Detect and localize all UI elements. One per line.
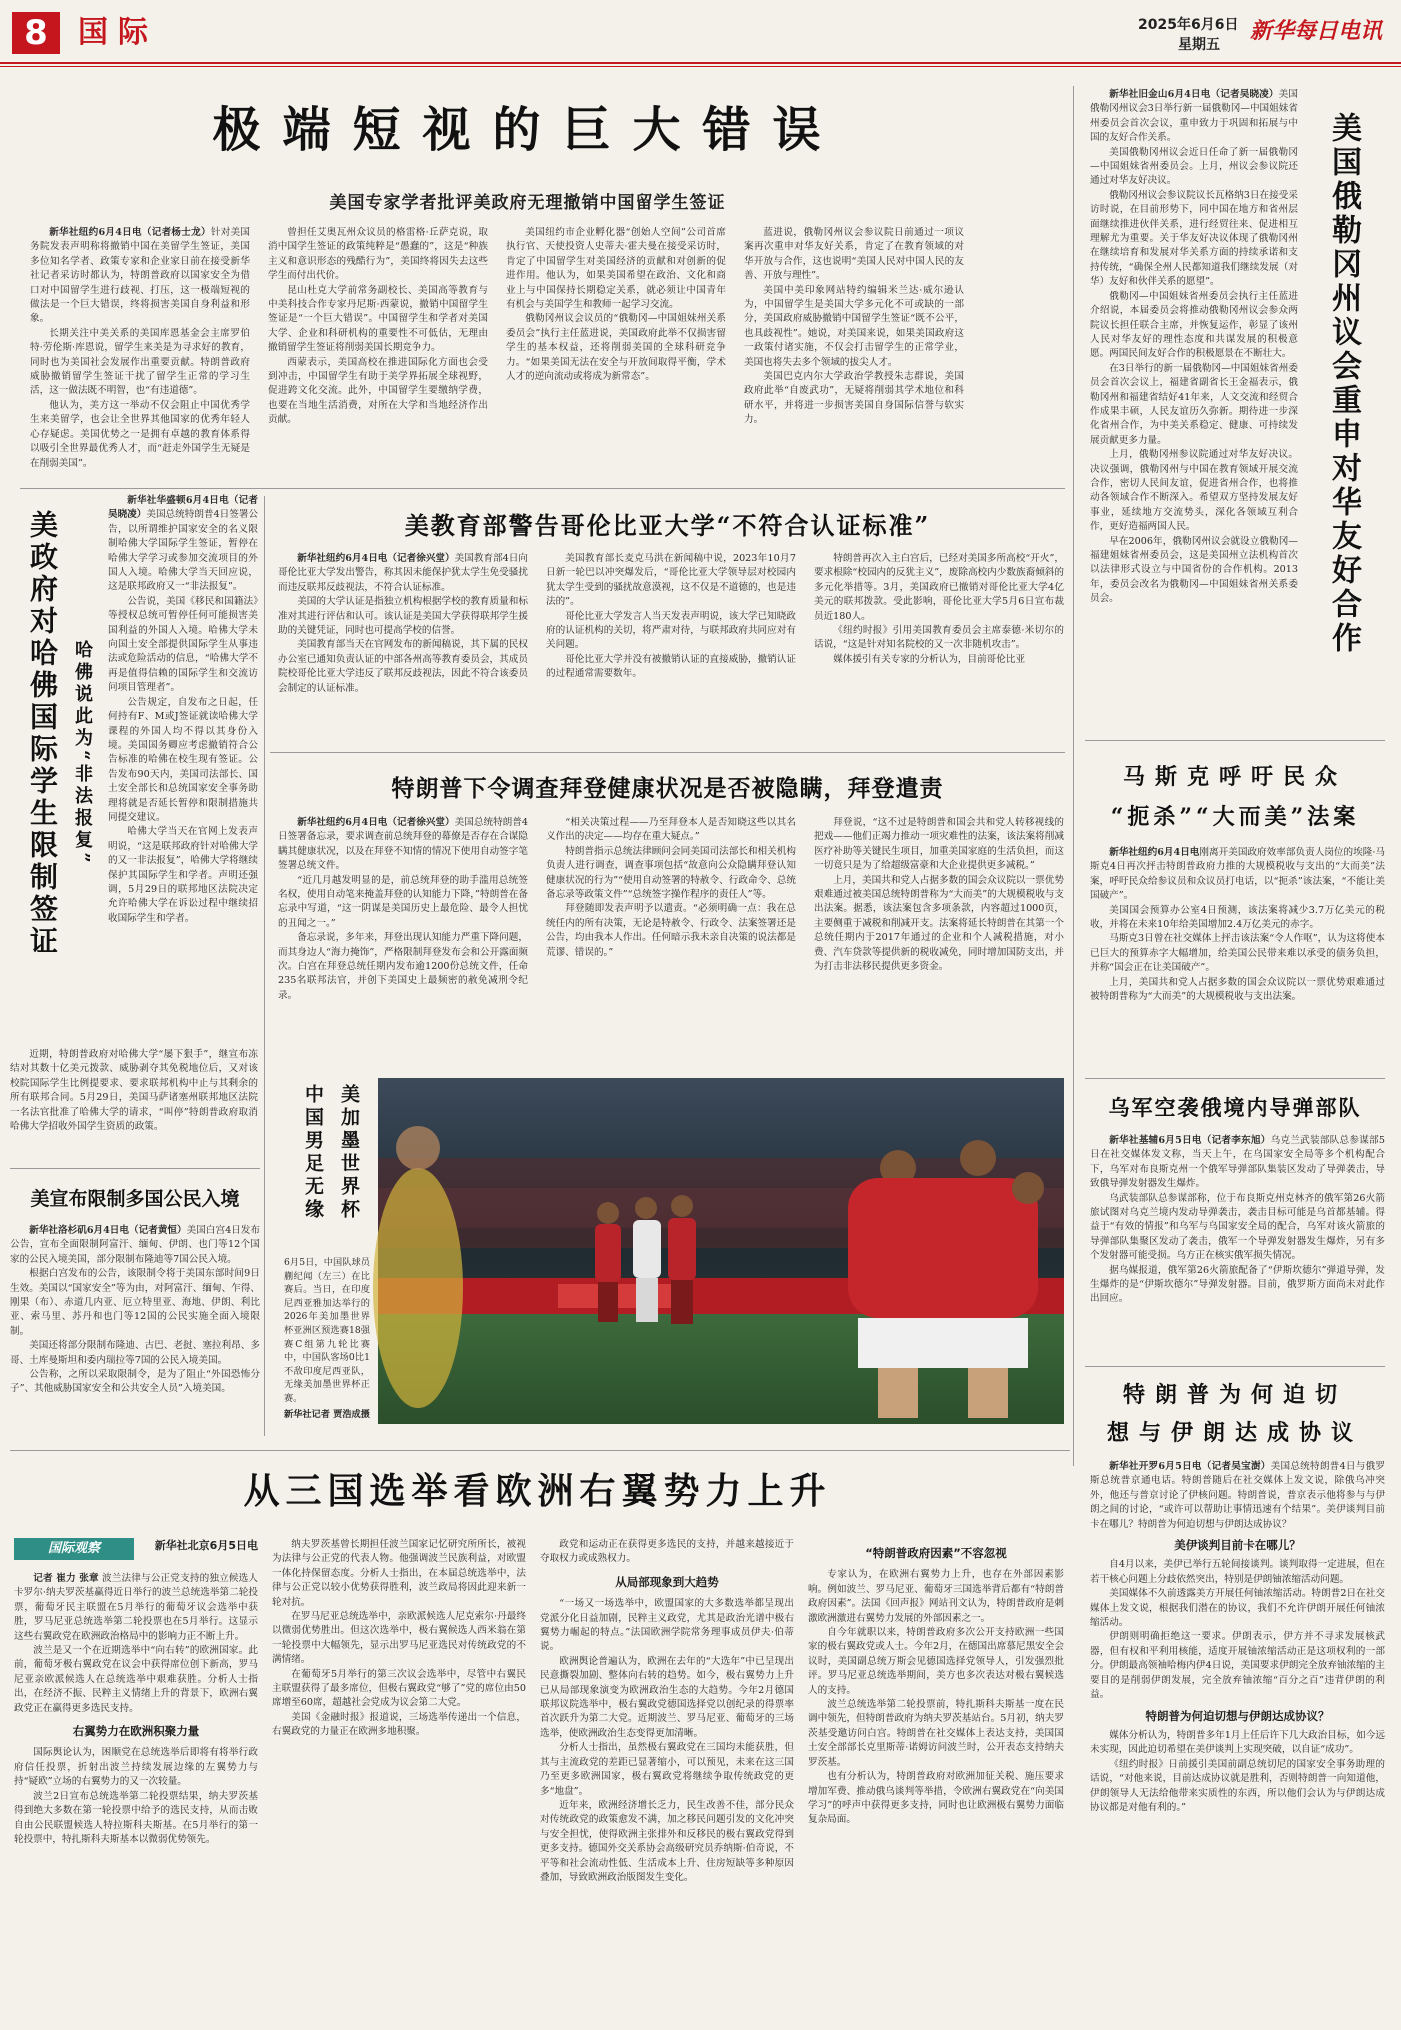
- eu-pc0: “一场又一场选举中，欧盟国家的大多数选举都呈现出党派分化日益加剧，民粹主义政党，尤其是政治光谱中极右翼势力崛起的特点。”法国欧洲学院常务理事成员伊夫·伯蒂说。: [540, 1598, 794, 1653]
- biden-col2: [546, 816, 796, 1070]
- article1-col1: [30, 226, 250, 478]
- article1-p3: 曾担任艾奥瓦州众议员的格雷格·丘萨克说，取消中国学生签证的政策纯粹是“愚蠢的”，这是“种族主义和意识形态的残酷行为”，美国终将因失去这些学生而付出代价。: [268, 227, 488, 282]
- rule-above-harvard: [20, 488, 1065, 489]
- photo-title-a: 美加墨世界杯: [338, 1084, 360, 1222]
- biden-p6: 拜登说，“这不过是特朗普和国会共和党人转移视线的把戏——他们正竭力推动一项灾难性的法案，该法案将削减医疗补助等关键民生项目，加重美国家庭的生活负担，而这一切竟只是为了给超级富豪和大企业提供更多减税。”: [814, 817, 1064, 872]
- iran-p3-1: 《纽约时报》日前援引美国前副总统切尼的国家安全事务助理的话说，“对他来说，目前达成协议就是胜利，否则特朗普一向知道他，伊朗领导人无法给他带来实质性的东西，所以他们会认为与伊朗达成协议都是对他有利的。”: [1090, 1758, 1385, 1813]
- musk-lead: 新华社纽约6月4日电: [1109, 847, 1200, 858]
- article1-lead: 新华社纽约6月4日电（记者杨士龙）: [49, 227, 211, 238]
- biden-headline: 特朗普下令调查拜登健康状况是否被隐瞒，拜登遣责: [391, 775, 944, 802]
- columbia-p1: 美国的大学认证是指独立机构根据学校的教育质量和标准对其进行评估和认可。该认证是美国大学获得联邦学生援助的关键凭证，同时也可提高学校的信誉。: [278, 596, 528, 637]
- issue-weekday: 星期五: [1178, 37, 1220, 53]
- iran-p2-2: 伊朗则明确拒绝这一要求。伊朗表示，伊方并不寻求发展核武器，但有权和平利用核能，适度开展铀浓缩活动正是这项权利的一部分。伊朗最高领袖哈梅内伊4日说，美国要求伊朗完全放弃铀浓缩的主要目的是削弱伊朗发展，完全放弃铀浓缩“百分之百”违背伊朗的利益。: [1090, 1631, 1385, 1701]
- iran-p3-0: 媒体分析认为，特朗普多年1月上任后许下几大政治目标，如今远未实现，因此迫切希望在美伊谈判上实现突破，以自证“成功”。: [1090, 1729, 1385, 1756]
- musk-p1: 美国国会预算办公室4日预测，该法案将减少3.7万亿美元的税收，并将在未来10年给美国增加2.4万亿美元的赤字。: [1090, 904, 1385, 931]
- rule-right-col: [1073, 86, 1074, 1466]
- eu-p0: 波兰法律与公正党支持的独立候选人卡罗尔·纳夫罗茨基赢得近日举行的波兰总统选举第二轮投票，葡萄牙民主联盟在5月举行的葡萄牙议会选举中获胜，罗马尼亚总统选举第二轮投票也在5月举行。这显示这些右翼政党在欧洲政治格局中的影响力正不断上升。: [14, 1573, 258, 1642]
- ukraine-p2: 据乌媒报道，俄军第26火箭旅配备了“伊斯坎德尔”弹道导弹，发生爆炸的是“伊斯坎德尔”导弹发射器。目前，俄罗斯方面尚未对此作出回应。: [1090, 1264, 1385, 1305]
- eu-lead-b: 记者 崔力 张章: [33, 1573, 99, 1584]
- match-photo: [378, 1078, 1064, 1424]
- article1-col2: [268, 226, 488, 478]
- iran-p2-1: 美国媒体不久前透露美方开展任何铀浓缩活动。特朗普2日在社交媒体上发文说，根据我们潜在的协议，我们不允许伊朗开展任何铀浓缩活动。: [1090, 1588, 1385, 1629]
- article1-p5: 西蒙表示，美国高校在推进国际化方面也会受到冲击，中国留学生有助于美学界拓展全球视野，促进跨文化交流。此外，中国留学生要缴纳学费，也要在当地生活消费，对所在大学和当地经济作出贡献。: [268, 356, 488, 426]
- article1-p9: 美国中美印象网站特约编辑米兰达·威尔逊认为，中国留学生是美国大学多元化不可或缺的一部分，美国政府威胁撤销中国留学生签证“既不公平，也具歧视性”。她说，对美国来说，如果美国政府这一政策付诸实施，不仅会打击留学生的正常学业，美国也将失去多个领域的拔尖人才。: [744, 284, 964, 368]
- biden-p3: “相关决策过程——乃至拜登本人是否知晓这些以其名义作出的决定——均存在重大疑点。”: [546, 817, 796, 843]
- columbia-p6: 特朗普再次入主白宫后，已经对美国多所高校“开火”，要求根除“校园内的反犹主义”，废除高校内少数族裔倾斜的多元化举措等。3月，美国政府已撤销对哥伦比亚大学4亿美元的联邦拨款。受此影响，哥伦比亚大学5月6日宣布裁员近180人。: [814, 553, 1064, 622]
- entry-ban-lead: 新华社洛杉矶6月4日电（记者黄恒）: [29, 1225, 187, 1236]
- eu-col3: [540, 1538, 794, 2018]
- entry-ban-body: [10, 1224, 260, 1446]
- biden-p2: 备忘录说，多年来，拜登出现认知能力严重下降问题，而其身边人“海力掩饰”，严格限制拜登发布会和公开露面频次。白宫在拜登总统任期内发布逾1200份总统文件，任命235名联邦法官，并创下美国史上最频密的赦免减刑令纪录。: [278, 932, 528, 1001]
- masthead-rule-bottom: [0, 66, 1401, 67]
- eu-col4: [808, 1538, 1064, 2018]
- eu-p1: 波兰是又一个在近期选举中“向右转”的欧洲国家。此前，葡萄牙极右翼政党在议会中获得席位创下新高，罗马尼亚亲欧派候选人在总统选举中艰难获胜。分析人士指出，在经济不振、民粹主义情绪上升的背景下，欧洲右翼政党正在赢得更多选民支持。: [14, 1645, 258, 1714]
- match-photo-art: [378, 1078, 1064, 1424]
- entry-ban-p1: 根据白宫发布的公告，该限制令将于美国东部时间9日生效。美国以“国家安全”等为由，对阿富汗、缅甸、乍得、刚果（布）、赤道几内亚、厄立特里亚、海地、伊朗、利比亚、索马里、苏丹和也门等12国的公民实施全面入境限制。: [10, 1268, 260, 1337]
- columbia-p3: 美国教育部长麦克马洪在新闻稿中说，2023年10月7日新一轮巴以冲突爆发后，“哥伦比亚大学领导层对校园内犹太学生受到的骚扰故意漠视，这不仅是不道德的，也是违法的”。: [546, 553, 796, 608]
- oregon-p4: 在3日举行的新一届俄勒冈—中国姐妹省州委员会首次会议上，福建省副省长王金福表示，俄勒冈州和福建省结好41年来，人文交流和经贸合作成果丰硕，人民友谊历久弥新。期待进一步深化省州合作，为中美关系稳定、健康、可持续发展贡献更多力量。: [1090, 362, 1298, 446]
- musk-p2: 马斯克3日曾在社交媒体上抨击该法案“令人作呕”，认为这将使本已巨大的预算赤字大幅增加，给美国公民带来难以承受的债务负担，并称“国会正在让美国破产”。: [1090, 933, 1385, 974]
- brand-logo: 新华每日电讯: [1250, 18, 1383, 44]
- harvard-p3: 哈佛大学当天在官网上发表声明说，“这是联邦政府针对哈佛大学的又一非法报复”，哈佛大学将继续保护其国际学生和学者。声明还强调，5月29日的联邦地区法院决定允许哈佛大学在诉讼过程中继续招收国际学生和学者。: [108, 826, 258, 924]
- oregon-p0: 美国俄勒冈州议会3日举行新一届俄勒冈—中国姐妹省州委员会首次会议，重申致力于巩固和拓展与中国的友好合作关系。: [1090, 89, 1299, 144]
- rule-above-eu: [10, 1450, 1070, 1451]
- eu-pb0: 国际舆论认为，困顺党在总统选举后即将有将举行政府信任投票，折射出波兰持续发展边缘的左翼势力与持“疑欧”立场的右翼势力的又一次较量。: [14, 1747, 258, 1788]
- biden-p5: 拜登随即发表声明予以遣责。“必须明确一点：我在总统任内的所有决策，无论是特赦令、行政令、法案签署还是公告，均由我本人作出。任何暗示我未亲自决策的说法都是荒谬、错误的。”: [546, 903, 796, 958]
- ukraine-body: [1090, 1134, 1385, 1358]
- musk-body: [1090, 846, 1385, 1068]
- ukraine-p0: 乌克兰武装部队总参谋部5日在社交媒体发文称，当天上午，在乌国家安全局等多个机构配合下，乌军对布良斯克州一个俄军导弹部队集装区发动了导弹袭击，导致俄导弹发射器发生爆炸。: [1090, 1135, 1385, 1190]
- article1-col3: [506, 226, 726, 478]
- biden-p4: 特朗普指示总统法律顾问会同美国司法部长和相关机构负责人进行调查，调查事项包括“故意向公众隐瞒拜登认知健康状况的行为”“使用自动签署的特赦令、行政命令、总统备忘录等政策文件”“总统签字操作程序的责任人”等。: [546, 845, 796, 901]
- article1-p6: 美国纽约市企业孵化器“创始人空间”公司首席执行官、天使投资人史蒂夫·霍夫曼在接受采访时，肯定了中国留学生对美国经济的贡献和对创新的促进作用。他认为，如果美国希望在政治、文化和商业上与中国保持长期稳定关系，就必须让中国青年有机会与美国学生和教师一起学习交流。: [506, 227, 726, 311]
- photo-credit: 新华社记者 贾浩成摄: [284, 1408, 370, 1420]
- rule-below-musk: [1085, 1078, 1385, 1079]
- eu-pb5: 美国《金融时报》报道说，三场选举传递出一个信息，右翼政党的力量正在欧洲多地积聚。: [272, 1711, 526, 1738]
- rule-below-oregon: [1085, 740, 1385, 741]
- eu-headline: 从三国选举看欧洲右翼势力上升: [243, 1470, 832, 1512]
- article1-col4: [744, 226, 964, 478]
- eu-pd1: 自今年就职以来，特朗普政府多次公开支持欧洲一些国家的极右翼政党或人士。今年2月，在德国出席慕尼黑安全会议时，美国副总统万斯会见德国选择党领导人，引发强烈批评。罗马尼亚总统选举期间，美方也多次表达对极右翼候选人的支持。: [808, 1627, 1064, 1696]
- photo-title-b: 中国男足无缘: [302, 1084, 324, 1222]
- rule-above-entry-ban: [10, 1168, 260, 1169]
- harvard-p0: 美国总统特朗普4日签署公告，以所谓维护国家安全的名义限制哈佛大学国际学生签证，暂停在哈佛大学学习或参加交流项目的外国人入境。哈佛大学当天回应说，这是联邦政府又一“非法报复”。: [108, 509, 259, 593]
- eu-col1: [14, 1572, 258, 2018]
- ukraine-headline: 乌军空袭俄境内导弹部队: [1108, 1095, 1362, 1120]
- eu-pb2: 纳夫罗茨基曾长期担任波兰国家记忆研究所所长，被视为法律与公正党的代表人物。他强调波兰民族利益，对欧盟一体化持保留态度。分析人士指出，在本届总统选举中，法律与公正党以较小优势获得胜利，波兰政局将因此迎来新一轮对抗。: [272, 1539, 526, 1608]
- rule-harvard-right: [264, 496, 265, 1436]
- eu-subhead-1: 右翼势力在欧洲积聚力量: [72, 1724, 200, 1739]
- article1-p7: 俄勒冈州议会议员的“俄勒冈—中国姐妹州关系委员会”执行主任蓝进说，美国政府此举不仅损害留学生的基本权益，还将削弱美国的全球科研竞争力。“如果美国无法在安全与开放间取得平衡，学术人才的逆向流动或将成为新常态”。: [506, 313, 726, 383]
- biden-col1: [278, 816, 528, 1070]
- article1-p2: 他认为，美方这一举动不仅会阻止中国优秀学生来美留学，也会让全世界其他国家的优秀年轻人心存疑虑。美国优势之一是拥有卓越的教育体系得以吸引全世界最优秀人才，而“赶走外国学生无疑是在削弱美国”。: [30, 399, 250, 469]
- section-title: 国际: [78, 15, 158, 50]
- biden-col3: [814, 816, 1064, 1070]
- musk-headline-2: “扼杀”“大而美”法案: [1110, 804, 1360, 830]
- photo-caption: [284, 1256, 370, 1420]
- entry-ban-headline: 美宣布限制多国公民入境: [30, 1188, 240, 1210]
- iran-lead: 新华社开罗6月5日电（记者吴宝澍）: [1109, 1461, 1271, 1472]
- columbia-p8: 媒体援引有关专家的分析认为，目前哥伦比亚: [833, 653, 1026, 665]
- harvard-headline: 美政府对哈佛国际学生限制签证: [26, 510, 59, 958]
- eu-col2: [272, 1538, 526, 2018]
- article1-p10: 美国巴克内尔大学政治学教授朱志群说，美国政府此举“自废武功”，无疑将削弱其学术地位和科研水平，并将进一步损害美国自身国际信誉与软实力。: [744, 371, 964, 426]
- article1-p8: 蓝进说，俄勒冈州议会参议院日前通过一项议案再次重申对华友好关系，肯定了在教育领域的对华开放与合作，这也说明“美国人民对中国人民的友善、开放与理性”。: [744, 227, 964, 282]
- photo-caption-text: 6月5日，中国队球员蒯纪闻（左三）在比赛后。当日，在印度尼西亚雅加达举行的2026年美加墨世界杯亚洲区预选赛18强赛C组第九轮比赛中，中国队客场0比1不敌印度尼西亚队，无缘美加墨世界杯正赛。: [284, 1257, 370, 1404]
- masthead-rule-top: [0, 62, 1401, 64]
- eu-pd2: 波兰总统选举第二轮投票前，特扎斯科夫斯基一度在民调中领先，但特朗普政府为纳夫罗茨基站台。5月初，纳夫罗茨基受邀访问白宫。特朗普在社交媒体上表达支持，美国国土安全部部长克里斯蒂·诺姆访问波兰时，公开表态支持纳夫罗茨基。: [808, 1699, 1064, 1768]
- eu-pb4: 在葡萄牙5月举行的第三次议会选举中，尽管中右翼民主联盟获得了最多席位，但极右翼政党“够了”党的席位由50席增至60席，超越社会党成为议会第二大党。: [272, 1668, 526, 1709]
- columbia-p7: 《纽约时报》引用美国教育委员会主席泰德·米切尔的话说，“这是针对知名院校的又一次非随机攻击”。: [814, 625, 1064, 651]
- columbia-col3: [814, 552, 1064, 742]
- harvard-lead: 新华社华盛顿6月4日电（记者吴晓凌）: [108, 495, 258, 521]
- musk-headline-1: 马斯克呼吁民众: [1122, 764, 1347, 790]
- eu-subhead-2: 从局部现象到大趋势: [615, 1574, 719, 1589]
- headline-article1: 极端短视的巨大错误: [212, 102, 843, 158]
- entry-ban-p0: 美国白宫4日发布公告，宣布全面限制阿富汗、缅甸、伊朗、也门等12个国家的公民入境美国，部分限制布隆迪等7国公民入境。: [10, 1225, 260, 1265]
- columbia-col2: [546, 552, 796, 742]
- eu-lead-a: 新华社北京6月5日电: [154, 1539, 258, 1552]
- columbia-p5: 哥伦比亚大学并没有被撤销认证的直接威胁，撤销认证的过程通常需要数年。: [546, 653, 796, 680]
- rule-above-biden: [270, 752, 1065, 753]
- iran-headline-1: 特朗普为何迫切: [1122, 1382, 1347, 1408]
- musk-p3: 上月，美国共和党人占据多数的国会众议院以一票优势艰难通过被特朗普称为“大而美”的大规模税收与支出法案。: [1090, 976, 1385, 1003]
- oregon-lead: 新华社旧金山6月4日电（记者吴晓凌）: [1109, 89, 1279, 100]
- iran-headline-2: 想与伊朗达成协议: [1106, 1420, 1363, 1446]
- article1-p1: 长期关注中美关系的美国库恩基金会主席罗伯特·劳伦斯·库恩说，留学生来美是为寻求好的教育，同时也为美国社会发展作出重要贡献。特朗普政府威胁撤销留学生签证干扰了留学生正常的学习生活，这一做法既不明智，也“有违道德”。: [30, 327, 250, 397]
- eu-pb6: 政党和运动正在获得更多选民的支持，并越来越接近于夺取权力或成熟权力。: [540, 1539, 794, 1565]
- eu-subhead-3: “特朗普政府因素”不容忽视: [865, 1546, 1007, 1560]
- page-number-badge: 8: [12, 12, 60, 54]
- biden-p7: 上月，美国共和党人占据多数的国会众议院以一票优势艰难通过被美国总统特朗普称为“大而美”的大规模税收与支出法案。据悉，该法案包含多项条款，内容超过1000页，主要侧重于减税和削减开支。法案将延长特朗普在其第一个总统任期内于2017年通过的企业和个人减税措施，对小费、汽车贷款等提供新的税收减免，同时增加国防支出，并为打击非法移民提供更多资金。: [814, 874, 1064, 973]
- rule-below-ukraine: [1085, 1366, 1385, 1367]
- columbia-col1: [278, 552, 528, 742]
- oregon-headline: 美国俄勒冈州议会重申对华友好合作: [1326, 112, 1361, 656]
- harvard-body-bottom: [10, 1048, 258, 1158]
- iran-subhead-2: 特朗普为何迫切想与伊朗达成协议？: [1145, 1708, 1330, 1723]
- harvard-body-top: [108, 494, 258, 1038]
- iran-body: [1090, 1460, 1385, 2020]
- harvard-p2: 公告规定，自发布之日起，任何持有F、M或J签证就读哈佛大学课程的外国人均不得以其身份入境。美国国务卿应考虑撤销符合公告标准的哈佛在校生现有签证。公告发布90天内，美国司法部长、国土安全部长和总统国家安全事务助理将就是否延长暂停和限制措施共同提交建议。: [108, 696, 258, 823]
- biden-lead: 新华社纽约6月4日电（记者徐兴堂）: [297, 817, 455, 828]
- eu-pd3: 也有分析认为，特朗普政府对欧洲加征关税、施压要求增加军费、推动俄乌谈判等举措，令欧洲右翼政党在“向美国学习”的呼声中获得更多支持，同时也让欧洲极右翼势力面临复杂局面。: [808, 1771, 1064, 1826]
- biden-p0: 美国总统特朗普4日签署备忘录，要求调查前总统拜登的幕僚是否存在合谋隐瞒其健康状况，以及在拜登不知情的情况下使用自动签字笔签署总统文件。: [278, 817, 528, 872]
- columbia-p4: 哥伦比亚大学发言人当天发表声明说，该大学已知晓政府的认证机构的关切，将严肃对待，与联邦政府共同应对有关问题。: [546, 610, 796, 651]
- eu-pb3: 在罗马尼亚总统选举中，亲欧派候选人尼克索尔·丹最终以微弱优势胜出。但这次选举中，极右翼候选人西米翁在第一轮投票中大幅领先，显示出罗马尼亚选民对传统政党的不满情绪。: [272, 1611, 526, 1666]
- eu-pd0: 专家认为，在欧洲右翼势力上升，也存在外部因素影响。例如波兰、罗马尼亚、葡萄牙三国选举背后都有“特朗普政府因素”。法国《回声报》网站刊文认为，特朗普政府是刺激欧洲激进右翼势力发展的外部因素之一。: [808, 1569, 1064, 1624]
- eu-pc3: 近年来，欧洲经济增长乏力，民生改善不佳，部分民众对传统政党的政策愈发不满，加之移民问题引发的文化冲突与安全担忧，使得欧洲主张排外和反移民的极右翼政党得到更多支持。德国外交关系协会高级研究员乔纳斯·伯奇说，不平等和社会流动性低、生活成本上升、住房短缺等多种原因叠加，导致欧洲政治版图发生变化。: [540, 1799, 794, 1883]
- harvard-p1: 公告说，美国《移民和国籍法》等授权总统可暂停任何可能损害美国利益的外国人入境。哈佛大学未向国土安全部提供国际学生从事违法或危险活动的信息，“哈佛大学不再是值得信赖的国际学生和交流访问项目管理者”。: [108, 595, 258, 694]
- oregon-p2: 俄勒冈州议会参议院议长瓦格纳3日在接受采访时说，在目前形势下，同中国在地方和省州层面继续推进伙伴关系，进行经贸往来、促进相互理解尤为重要。关于华友好决议体现了俄勒冈州在继续培育和发展对华关系方面的持续承诺和支持传统，“确保全州人民都知道我们继续发展（对华）友好和伙伴关系的愿望”。: [1090, 189, 1298, 288]
- masthead: [0, 0, 1401, 62]
- entry-ban-p2: 美国还将部分限制布隆迪、古巴、老挝、塞拉利昂、多哥、土库曼斯坦和委内瑞拉等7国的公民入境美国。: [10, 1340, 260, 1366]
- ukraine-p1: 乌武装部队总参谋部称，位于布良斯克州克林齐的俄军第26火箭旅试图对乌克兰境内发动导弹袭击，袭击目标可能是乌首都基辅。得益于“有效的情报”和乌军与乌国家安全局的配合，乌军对该火箭旅的导弹部队集聚区发动了袭击，俄军一个导弹发射器发生爆炸，另有多个发射器可能受损。乌方正在核实俄军损失情况。: [1090, 1192, 1385, 1262]
- iran-p2-0: 自4月以来，美伊已举行五轮间接谈判。谈判取得一定进展，但在若干核心问题上分歧依然突出，特别是伊朗铀浓缩活动问题。: [1090, 1559, 1385, 1585]
- article1-p4: 昆山杜克大学前常务副校长、美国高等教育与中美科技合作专家丹尼斯·西蒙说，撤销中国留学生签证是“一个巨大错误”。中国留学生和学者对美国大学、企业和科研机构的重要性不可低估，无理由撤销留学生签证将削弱美国长期竞争力。: [268, 284, 488, 354]
- eu-pc2: 分析人士指出，虽然极右翼政党在三国均未能获胜，但其与主流政党的差距已显著缩小，可以预见，未来在这三国乃至更多欧洲国家，极右翼政党将继续争取传统政党的更多“地盘”。: [540, 1742, 794, 1797]
- musk-p0: 刚离开美国政府效率部负责人岗位的埃隆·马斯克4日再次抨击特朗普政府力推的大规模税收与支出的“大而美”法案，呼吁民众给参议员和众议员打电话，以“扼杀”该法案，“不能让美国破产”。: [1090, 847, 1385, 902]
- oregon-p6: 早在2006年，俄勒冈州议会就设立俄勒冈—福建姐妹省州委员会，这是美国州立法机构首次以法律形式设立与中国省份的合作机构。2013年，委员会改名为俄勒冈—中国姐妹省州关系委员会。: [1090, 535, 1298, 605]
- oregon-p5: 上月，俄勒冈州参议院通过对华友好决议。决议强调，俄勒冈州与中国在教育领域开展交流合作，密切人民间友谊，促进省州合作，也将推动各领域合作不断深入。希望双方坚持发展友好事业，延续地方交流势头，深化各领域互利合作，更好造福两国人民。: [1090, 449, 1298, 533]
- ukraine-lead: 新华社基辅6月5日电（记者李东旭）: [1109, 1135, 1271, 1146]
- harvard-p4: 近期，特朗普政府对哈佛大学“屡下狠手”，继宣布冻结对其数十亿美元拨款、威胁剥夺其免税地位后，又对该校院国际学生比例提要求、要求联邦机构中止与其剩余的所有联邦合同。5月29日，美国马萨诸塞州联邦地区法院一名法官批准了哈佛大学的请求，“叫停”特朗普政府取消哈佛大学招收外国学生资质的政策。: [10, 1049, 258, 1133]
- columbia-lead: 新华社纽约6月4日电（记者徐兴堂）: [297, 553, 455, 564]
- oregon-p3: 俄勒冈—中国姐妹省州委员会执行主任蓝进介绍说，本届委员会将推动俄勒冈州议会参众两院议长担任联合主席，并恢复运作，彰显了该州人民对华友好的理性态度和共谋发展的积极意愿。两国民间友好合作的积极愿景在不断壮大。: [1090, 290, 1298, 360]
- biden-p1: “近几月越发明显的是，前总统拜登的助手滥用总统签名权，使用自动笔来掩盖拜登的认知能力下降，”特朗普在备忘录中写道，“这一阴谋是美国历史上最危险、最令人担忧的丑闻之一。”: [278, 874, 528, 929]
- issue-date: 2025年6月6日: [1138, 17, 1239, 33]
- eu-pb1: 波兰2日宣布总统选举第二轮投票结果，纳夫罗茨基得到绝大多数在第一轮投票中给予的选民支持，从而击败自由公民联盟候选人特拉斯科夫斯基。在5月举行的第一轮投票中，特扎斯科夫斯基本以微弱优势领先。: [14, 1790, 258, 1845]
- columbia-p2: 美国教育部当天在官网发布的新闻稿说，其下属的民权办公室已通知负责认证的中部各州高等教育委员会，其成员院校哥伦比亚大学违反了联邦反歧视法，因此不符合该委员会制定的认证标准。: [278, 639, 528, 694]
- entry-ban-p3: 公告称，之所以采取限制令，是为了阻止“外国恐怖分子”、其他威胁国家安全和公共安全人员”入境美国。: [10, 1369, 260, 1395]
- columbia-headline: 美教育部警告哥伦比亚大学“不符合认证标准”: [404, 511, 931, 540]
- column-tag: 国际观察: [14, 1538, 134, 1560]
- iran-p0: 美国总统特朗普4日与俄罗斯总统普京通电话。特朗普随后在社交媒体上发文说，除俄乌冲突外，他还与普京讨论了伊核问题。特朗普说，普京表示他将参与与伊朗之间的讨论，“或许可以帮助让事情迅速有个结果”。美伊谈判目前卡在哪儿？特朗普为何迫切想与伊朗达成协议？: [1090, 1461, 1385, 1530]
- iran-subhead-1: 美伊谈判目前卡在哪儿？: [1174, 1538, 1301, 1553]
- oregon-p1: 美国俄勒冈州议会近日任命了新一届俄勒冈—中国姐妹省州委员会。上月，州议会参议院还通过对华友好决议。: [1090, 146, 1298, 187]
- harvard-subtitle: 哈佛说此为“非法报复”: [72, 640, 93, 867]
- eu-pc1: 欧洲舆论普遍认为，欧洲在去年的“大选年”中已呈现出民意撕裂加剧、整体向右转的趋势。如今，极右翼势力上升已从局部现象演变为欧洲政治生态的大趋势。今年2月德国联邦议院选举中，极右翼政党德国选择党以创纪录的得票率首次跃升为第二大党。近期波兰、罗马尼亚、葡萄牙的三场选举，使欧洲政治生态变得更加清晰。: [540, 1655, 794, 1739]
- article1-p0: 针对美国务院发表声明称将撤销中国在美留学生签证，美国多位知名学者、政策专家和企业家日前在接受新华社记者采访时都认为，特朗普政府以国家安全为借口对中国留学生进行歧视、打压，这一极端短视的做法是一个巨大错误，终将损害美国自身利益和形象。: [30, 227, 250, 325]
- columbia-p0: 美国教育部4日向哥伦比亚大学发出警告，称其因未能保护犹太学生免受骚扰而违反联邦反歧视法，不符合认证标准。: [278, 553, 528, 593]
- subhead-article1: 美国专家学者批评美政府无理撤销中国留学生签证: [329, 193, 726, 213]
- oregon-body: [1090, 88, 1298, 728]
